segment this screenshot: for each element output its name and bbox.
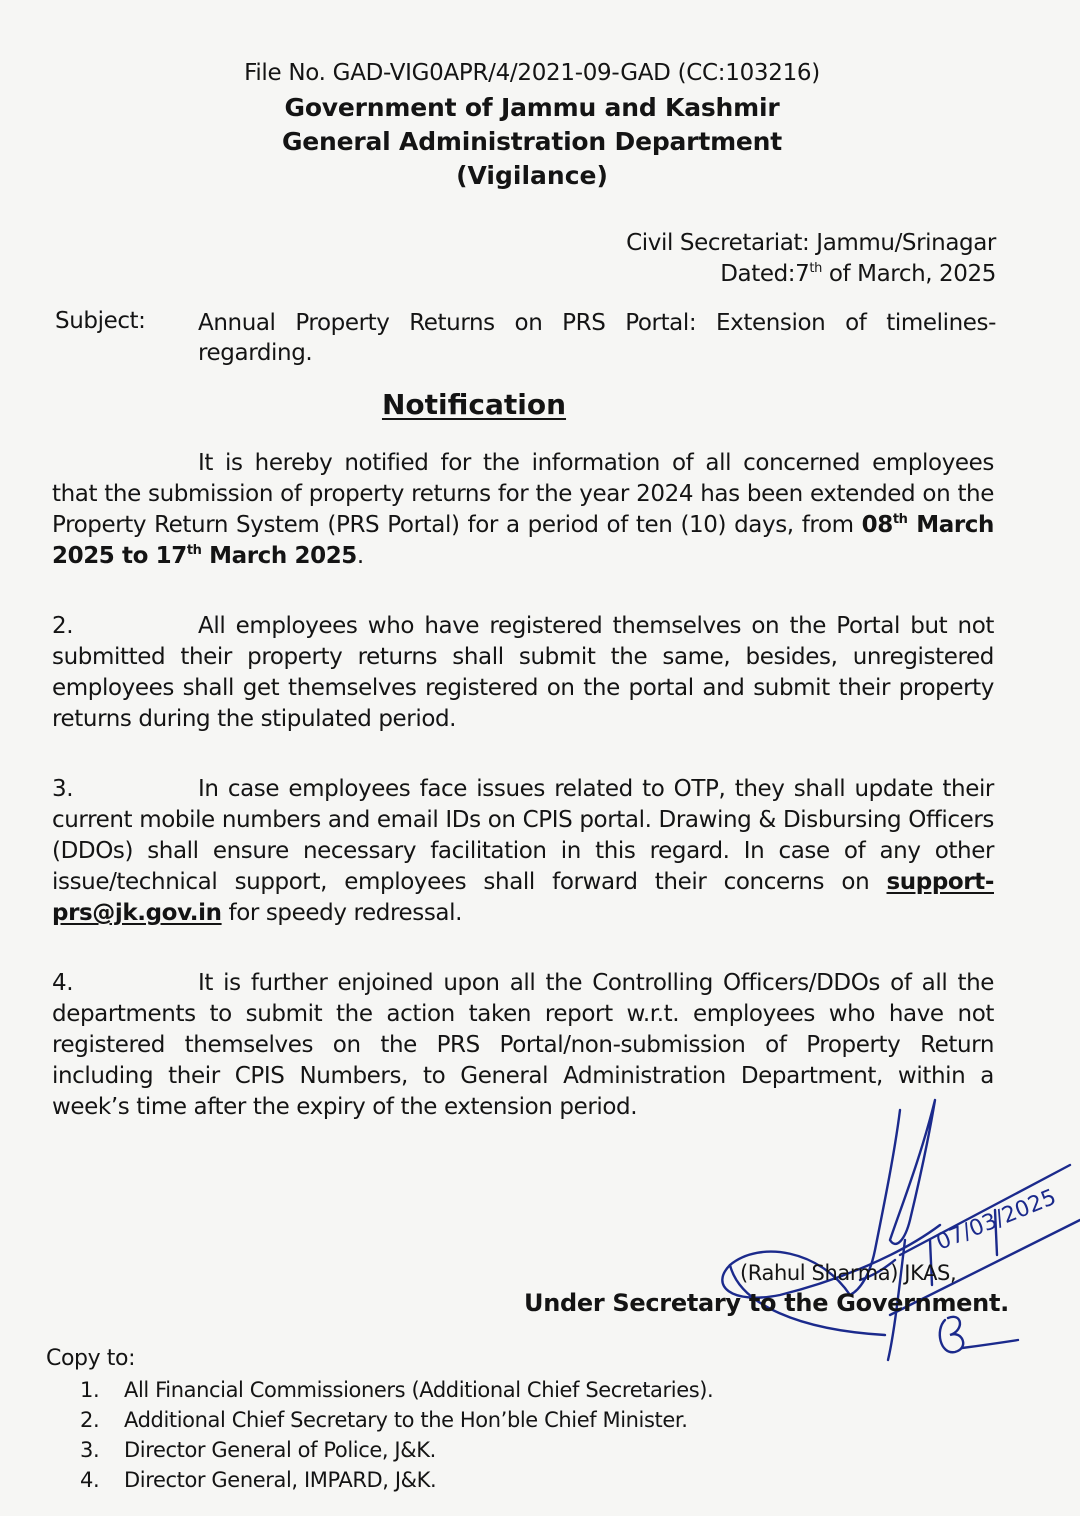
list-item: 2. Additional Chief Secretary to the Hon’ble Chief Minister. [80,1408,688,1432]
department-name: General Administration Department [281,127,783,156]
paragraph-2: 2. All employees who have registered themselves on the Portal but not submitted their property returns shall submit the same, besides, unregistered employees shall get themselves registered on the portal and submit their property returns during the stipulated period. [52,613,994,732]
signatory-name: (Rahul Sharma) JKAS, [740,1261,957,1285]
list-item: 4. Director General, IMPARD, J&K. [80,1468,437,1492]
page-title: Notification [381,388,567,421]
list-item: 3. Director General of Police, J&K. [80,1438,436,1462]
place: Civil Secretariat: Jammu/Srinagar [626,230,996,256]
list-item: 1. All Financial Commissioners (Additional Chief Secretaries). [80,1378,714,1402]
copy-to-list [80,1375,713,1495]
extension-period: 08th March 2025 to 17th March 2025 [52,512,994,569]
government-name: Government of Jammu and Kashmir [284,93,780,122]
handwritten-signature-icon [700,1090,1080,1380]
subject-text: Annual Property Returns on PRS Portal: Extension of timelines-regarding. [198,310,996,366]
wing-name: (Vigilance) [456,161,608,190]
svg-text:07/03/2025: 07/03/2025 [932,1184,1060,1256]
file-number: File No. GAD-VIG0APR/4/2021-09-GAD (CC:103216) [244,60,820,86]
paragraph-1: It is hereby notified for the information of all concerned employees that the submission of property returns for the year 2024 has been extended on the Property Return System (PRS Portal) for a period of ten (10) days, from 08th March 2025 to 17th March 2025. [52,450,994,569]
support-email-link[interactable]: support-prs@jk.gov.in [52,869,994,926]
date-line: Dated:7th of March, 2025 [720,261,996,287]
signatory-designation: Under Secretary to the Government. [524,1289,1009,1317]
paragraph-4: 4. It is further enjoined upon all the Controlling Officers/DDOs of all the departments to submit the action taken report w.r.t. employees who have not registered themselves on the PRS Portal/non-submission of Property Return including their CPIS Numbers, to General Administration Department, within a week’s time after the expiry of the extension period. [52,970,994,1120]
copy-to-label: Copy to: [46,1346,136,1371]
paragraph-3: 3. In case employees face issues related to OTP, they shall update their current mobile numbers and email IDs on CPIS portal. Drawing & Disbursing Officers (DDOs) shall ensure necessary facilitation in this regard. In case of any other issue/technical support, employees shall forward their concerns on support-prs@jk.gov.in for speedy redressal. [52,776,994,926]
subject-label: Subject: [55,308,146,334]
